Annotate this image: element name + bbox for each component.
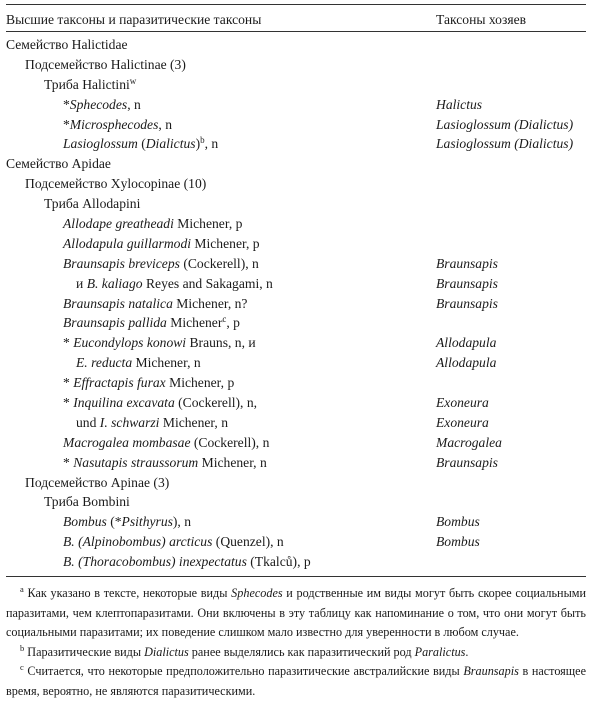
taxon-name: Lasioglossum	[63, 136, 138, 152]
table-row	[6, 393, 586, 413]
table-row	[6, 413, 586, 433]
tribe-label: Триба Halictini	[44, 76, 130, 92]
host-subgenus: (Dialictus)	[514, 136, 574, 152]
footnote-text: и родственные им виды могут быть скорее социальными паразитами, чем клептопаразитами. Они включены в эту таблицу как напоминание о том, что они могут быть социальными паразитами; их поведение слишком мало известно для уверенности в любом случае.	[6, 586, 587, 640]
table-row	[6, 95, 586, 115]
host-taxon: Bombus	[436, 514, 480, 530]
paren-close: )	[195, 136, 201, 152]
table-row	[6, 134, 586, 154]
taxon-b-arcticus	[6, 532, 436, 552]
table-row	[6, 214, 586, 234]
subfamily-halictinae: Подсемейство Halictinae (3)	[25, 56, 186, 72]
footnote-text: ранее выделялись как паразитический род	[188, 644, 415, 659]
footnote-text: Паразитические виды	[24, 644, 145, 659]
footnote-mark: w	[129, 75, 137, 86]
star-mark: *	[63, 395, 74, 411]
subfamily-apinae: Подсемейство Apinae (3)	[25, 474, 170, 490]
table-row	[6, 532, 586, 552]
star-mark: *	[63, 116, 70, 132]
footnote-mark: c	[222, 314, 227, 325]
taxon-suffix: (Cockerell), n	[179, 255, 259, 271]
taxon-name: B. kaliago	[86, 275, 143, 291]
table-row	[6, 55, 586, 75]
taxon-name: Sphecodes	[69, 96, 128, 112]
taxon-suffix: (Quenzel), n	[212, 534, 284, 550]
subfamily-xylocopinae: Подсемейство Xylocopinae (10)	[25, 176, 207, 192]
table-row	[6, 473, 586, 493]
host-genus: Lasioglossum	[436, 116, 511, 132]
table-row	[6, 333, 586, 353]
host-taxon: Braunsapis	[436, 454, 498, 470]
paren-open: (	[141, 136, 146, 152]
footnote-text: .	[465, 644, 469, 659]
subgenus-name: Psithyrus	[121, 514, 173, 530]
taxon-name: Braunsapis breviceps	[63, 255, 180, 271]
host-taxon: Braunsapis	[436, 275, 498, 291]
host-taxon: Braunsapis	[436, 295, 498, 311]
taxon-suffix: (Cockerell), n	[190, 434, 270, 450]
table-row	[6, 552, 586, 572]
taxon-lasioglossum	[6, 134, 436, 154]
table-row	[6, 115, 586, 135]
family-halictidae: Семейство Halictidae	[6, 37, 128, 52]
subgenus-name: Dialictus	[145, 136, 196, 152]
footnote-taxon: Braunsapis	[463, 664, 519, 679]
taxon-name: Microsphecodes	[69, 116, 159, 132]
footnote-text: Как указано в тексте, некоторые виды	[23, 586, 232, 601]
taxon-name: Effractapis furax	[73, 375, 166, 391]
taxon-name: Inquilina excavata	[73, 395, 175, 411]
taxon-suffix: , p	[226, 315, 240, 331]
table-row	[6, 373, 586, 393]
host-taxon	[436, 115, 586, 135]
conjunction: und	[76, 414, 100, 430]
taxon-author: Michener	[166, 315, 223, 331]
header-taxa: Высшие таксоны и паразитические таксоны	[6, 12, 262, 27]
taxon-suffix: , n	[204, 136, 219, 152]
footnote-b	[6, 643, 586, 663]
star-mark: *	[63, 96, 70, 112]
taxon-name: Bombus	[63, 514, 107, 530]
host-subgenus: (Dialictus)	[514, 116, 574, 132]
taxon-suffix: Michener, n?	[172, 295, 248, 311]
table-header	[6, 5, 586, 31]
taxon-inquilina-excavata	[6, 393, 436, 413]
footnotes	[6, 577, 586, 701]
taxon-i-schwarzi	[6, 413, 436, 433]
footnote-mark: c	[20, 662, 24, 673]
taxon-suffix: (Cockerell), n,	[174, 395, 258, 411]
taxon-suffix: Michener, n	[198, 454, 267, 470]
host-taxon: Exoneura	[436, 395, 489, 411]
taxon-suffix: Brauns, n, и	[186, 335, 256, 351]
footnote-a	[6, 584, 586, 643]
taxon-sphecodes	[6, 95, 436, 115]
taxon-name: I. schwarzi	[99, 414, 160, 430]
taxon-suffix: Michener, n	[159, 414, 229, 430]
host-taxon: Halictus	[436, 96, 483, 112]
taxon-suffix: (Tkalců), p	[246, 554, 311, 570]
taxon-name: Eucondylops konowi	[73, 335, 187, 351]
footnote-c	[6, 662, 586, 701]
table-row	[6, 433, 586, 453]
taxon-name: E. reducta	[76, 355, 133, 371]
taxon-name: Braunsapis natalica	[63, 295, 173, 311]
table-row	[6, 234, 586, 254]
taxon-suffix: Michener, p	[165, 375, 235, 391]
footnote-mark: b	[20, 642, 25, 653]
table-row	[6, 75, 586, 95]
host-taxon: Exoneura	[436, 414, 489, 430]
taxon-b-kaliago	[6, 274, 436, 294]
taxon-allodape	[6, 214, 586, 234]
taxon-nasutapis-straussorum	[6, 453, 436, 473]
taxon-microsphecodes	[6, 115, 436, 135]
taxon-suffix: , n	[127, 96, 141, 112]
taxon-macrogalea-mombasae	[6, 433, 436, 453]
table-row	[6, 353, 586, 373]
table-row	[6, 313, 586, 333]
taxon-name: Allodapula guillarmodi	[63, 235, 192, 251]
star-mark: *	[63, 375, 74, 391]
taxon-suffix: Michener, n	[132, 355, 201, 371]
conjunction: и	[76, 275, 87, 291]
taxon-suffix: Michener, p	[191, 235, 260, 251]
footnote-taxon: Paralictus	[414, 644, 466, 659]
taxon-name: B. (Alpinobombus) arcticus	[63, 534, 213, 550]
host-genus: Lasioglossum	[436, 136, 511, 152]
host-taxon: Braunsapis	[436, 255, 498, 271]
taxon-name: Braunsapis pallida	[63, 315, 167, 331]
taxon-suffix: ), n	[172, 514, 192, 530]
paren-open: (*	[106, 514, 122, 530]
table-row	[6, 35, 586, 55]
taxon-name: Nasutapis straussorum	[73, 454, 199, 470]
star-mark: *	[63, 454, 74, 470]
footnote-taxon: Dialictus	[144, 644, 189, 659]
table-row	[6, 294, 586, 314]
host-taxon: Macrogalea	[436, 434, 502, 450]
taxon-braunsapis-pallida	[6, 313, 586, 333]
table-row	[6, 194, 586, 214]
taxon-b-inexpectatus	[6, 552, 586, 572]
taxon-bombus-psithyrus	[6, 512, 436, 532]
taxon-suffix: Reyes and Sakagami, n	[142, 275, 273, 291]
host-taxon: Allodapula	[436, 335, 497, 351]
footnote-mark: b	[200, 135, 205, 146]
table-body	[6, 32, 586, 572]
table-row	[6, 154, 586, 174]
host-taxon	[436, 134, 586, 154]
header-hosts: Таксоны хозяев	[436, 12, 527, 27]
table-row	[6, 453, 586, 473]
tribe-halictini	[6, 75, 586, 95]
star-mark: *	[63, 335, 74, 351]
footnote-text: Считается, что некоторые предположительно паразитические австралийские виды	[23, 664, 464, 679]
table-row	[6, 254, 586, 274]
footnote-taxon: Sphecodes	[231, 586, 283, 601]
table-row	[6, 492, 586, 512]
tribe-allodapini: Триба Allodapini	[44, 196, 141, 212]
taxon-allodapula	[6, 234, 586, 254]
tribe-bombini: Триба Bombini	[44, 494, 130, 510]
taxon-name: Allodape greatheadi	[63, 216, 174, 232]
taxon-suffix: Michener, p	[173, 216, 243, 232]
host-taxon: Allodapula	[436, 355, 497, 371]
taxon-suffix: , n	[158, 116, 172, 132]
taxon-braunsapis-natalica	[6, 294, 436, 314]
taxon-e-reducta	[6, 353, 436, 373]
taxon-name: Macrogalea mombasae	[63, 434, 191, 450]
footnote-mark: a	[20, 584, 24, 595]
table-row	[6, 274, 586, 294]
taxon-name: B. (Thoracobombus) inexpectatus	[63, 554, 247, 570]
host-taxon: Bombus	[436, 534, 480, 550]
taxon-braunsapis-breviceps	[6, 254, 436, 274]
taxon-eucondylops-konowi	[6, 333, 436, 353]
taxon-effractapis-furax	[6, 373, 586, 393]
footnote-text: в настоящее время, вероятно, не являются паразитическими.	[6, 664, 586, 698]
table-row	[6, 512, 586, 532]
family-apidae: Семейство Apidae	[6, 156, 111, 172]
table-row	[6, 174, 586, 194]
